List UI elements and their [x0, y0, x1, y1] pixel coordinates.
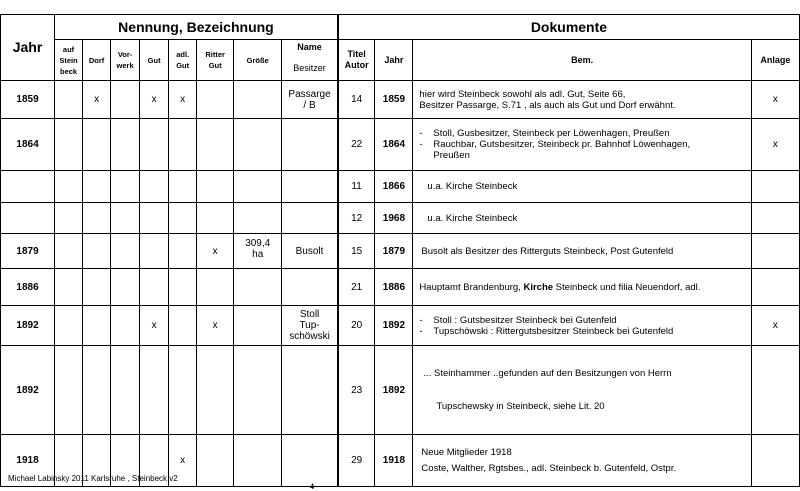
row-jahr: 1918: [1, 435, 55, 487]
cell-auf: [55, 119, 83, 171]
table-row: [1, 269, 800, 306]
cell-groesse: 309,4 ha: [234, 234, 282, 269]
cell-groesse: [234, 81, 282, 119]
row-jahr: [1, 171, 55, 203]
cell-titel: 22: [338, 119, 375, 171]
cell-name: [282, 435, 338, 487]
table-row: [1, 81, 800, 119]
row-jahr: 1892: [1, 346, 55, 435]
cell-vorwerk: [111, 346, 140, 435]
cell-titel: 11: [338, 171, 375, 203]
cell-doc-jahr: 1918: [375, 435, 413, 487]
row-jahr: 1886: [1, 269, 55, 306]
cell-doc-jahr: 1866: [375, 171, 413, 203]
cell-bem: ... Steinhammer ..gefunden auf den Besitzungen von Herrn Tupschewsky in Steinbeck, siehe Lit. 20: [413, 346, 751, 435]
cell-vorwerk: [111, 171, 140, 203]
cell-name: [282, 171, 338, 203]
cell-doc-jahr: 1968: [375, 203, 413, 234]
cell-doc-jahr: 1859: [375, 81, 413, 119]
cell-ritter: [197, 435, 234, 487]
cell-groesse: [234, 306, 282, 346]
nennung-section-header: Nennung, Bezeichnung: [55, 15, 338, 40]
cell-gut: [140, 269, 169, 306]
cell-adl: [169, 346, 197, 435]
cell-titel: 20: [338, 306, 375, 346]
cell-gut: [140, 119, 169, 171]
gut-header: Gut: [140, 40, 169, 81]
cell-name: [282, 119, 338, 171]
cell-auf: [55, 306, 83, 346]
cell-vorwerk: [111, 119, 140, 171]
cell-titel: 29: [338, 435, 375, 487]
footer-credit: Michael Labinsky 2011 Karlsruhe , Steinbeck v2: [8, 474, 178, 483]
cell-groesse: [234, 346, 282, 435]
table-row: [1, 171, 800, 203]
cell-titel: 14: [338, 81, 375, 119]
cell-dorf: [83, 203, 111, 234]
cell-titel: 12: [338, 203, 375, 234]
cell-adl: x: [169, 81, 197, 119]
cell-titel: 23: [338, 346, 375, 435]
cell-vorwerk: [111, 306, 140, 346]
dokumente-section-header: Dokumente: [338, 15, 800, 40]
cell-adl: [169, 306, 197, 346]
cell-name: [282, 203, 338, 234]
cell-adl: [169, 119, 197, 171]
cell-gut: [140, 171, 169, 203]
cell-name: Passarge / B: [282, 81, 338, 119]
cell-bem: Neue Mitglieder 1918 Coste, Walther, Rgtsbes., adl. Steinbeck b. Gutenfeld, Ostpr.: [413, 435, 751, 487]
cell-bem: [413, 306, 751, 346]
table-row: [1, 346, 800, 435]
cell-anlage: [751, 203, 799, 234]
cell-dorf: [83, 346, 111, 435]
cell-gut: [140, 346, 169, 435]
row-jahr: 1864: [1, 119, 55, 171]
records-table: [0, 14, 800, 487]
auf-steinbeck-header: auf Stein beck: [55, 40, 83, 81]
cell-bem: u.a. Kirche Steinbeck: [413, 203, 751, 234]
cell-auf: [55, 81, 83, 119]
name-besitzer-header: Name Besitzer: [282, 40, 338, 81]
cell-vorwerk: [111, 203, 140, 234]
cell-dorf: [83, 119, 111, 171]
cell-bem: Hauptamt Brandenburg, Kirche Steinbeck und filia Neuendorf, adl.: [413, 269, 751, 306]
bem-bullet: - Stoll : Gutsbesitzer Steinbeck bei Gutenfeld: [419, 314, 617, 326]
bem-header: Bem.: [413, 40, 751, 81]
cell-anlage: [751, 171, 799, 203]
cell-bem: hier wird Steinbeck sowohl als adl. Gut, Seite 66, Besitzer Passarge, S.71 , als auch als Gut und Dorf erwähnt.: [413, 81, 751, 119]
cell-dorf: [83, 234, 111, 269]
cell-doc-jahr: 1879: [375, 234, 413, 269]
cell-anlage: x: [751, 306, 799, 346]
cell-gut: [140, 234, 169, 269]
cell-doc-jahr: 1892: [375, 306, 413, 346]
cell-ritter: [197, 346, 234, 435]
row-jahr: [1, 203, 55, 234]
cell-anlage: [751, 435, 799, 487]
cell-bem: u.a. Kirche Steinbeck: [413, 171, 751, 203]
table-row: [1, 234, 800, 269]
cell-ritter: x: [197, 234, 234, 269]
cell-gut: x: [140, 306, 169, 346]
cell-gut: [140, 203, 169, 234]
cell-groesse: [234, 119, 282, 171]
table-row: [1, 203, 800, 234]
header-row-2: [1, 40, 800, 81]
cell-anlage: [751, 234, 799, 269]
bem-bullet: - Tupschöwski : Rittergutsbesitzer Steinbeck bei Gutenfeld: [419, 325, 674, 337]
table-row: [1, 119, 800, 171]
cell-dorf: [83, 269, 111, 306]
cell-titel: 21: [338, 269, 375, 306]
cell-auf: [55, 203, 83, 234]
cell-vorwerk: [111, 234, 140, 269]
cell-ritter: x: [197, 306, 234, 346]
adl-gut-header: adl. Gut: [169, 40, 197, 81]
cell-name: [282, 346, 338, 435]
cell-titel: 15: [338, 234, 375, 269]
row-jahr: 1879: [1, 234, 55, 269]
cell-anlage: [751, 269, 799, 306]
cell-bem: - Stoll, Gusbesitzer, Steinbeck per Löwenhagen, Preußen - Rauchbar, Gutsbesitzer, Steinbeck pr. Bahnhof Löwenhagen, Preußen: [413, 119, 751, 171]
groesse-header: Größe: [234, 40, 282, 81]
cell-vorwerk: [111, 269, 140, 306]
header-row-1: [1, 15, 800, 40]
cell-doc-jahr: 1892: [375, 346, 413, 435]
vorwerk-header: Vor- werk: [111, 40, 140, 81]
table-row: [1, 306, 800, 346]
cell-anlage: x: [751, 81, 799, 119]
ritter-gut-header: Ritter Gut: [197, 40, 234, 81]
cell-groesse: [234, 269, 282, 306]
cell-bem: Busolt als Besitzer des Ritterguts Steinbeck, Post Gutenfeld: [413, 234, 751, 269]
row-jahr: 1859: [1, 81, 55, 119]
cell-adl: [169, 203, 197, 234]
bem-bullet: - Stoll, Gusbesitzer, Steinbeck per Löwenhagen, Preußen: [419, 128, 670, 139]
dorf-header: Dorf: [83, 40, 111, 81]
cell-ritter: [197, 171, 234, 203]
jahr-header: Jahr: [1, 15, 55, 81]
bem-bullet: - Rauchbar, Gutsbesitzer, Steinbeck pr. Bahnhof Löwenhagen,: [419, 139, 691, 150]
cell-auf: [55, 346, 83, 435]
cell-ritter: [197, 119, 234, 171]
cell-adl: [169, 269, 197, 306]
cell-auf: [55, 269, 83, 306]
cell-adl: [169, 171, 197, 203]
cell-adl: [169, 234, 197, 269]
cell-doc-jahr: 1864: [375, 119, 413, 171]
cell-anlage: x: [751, 119, 799, 171]
cell-groesse: [234, 203, 282, 234]
cell-name: [282, 269, 338, 306]
cell-name: Busolt: [282, 234, 338, 269]
cell-dorf: x: [83, 81, 111, 119]
cell-anlage: [751, 346, 799, 435]
page-number: 4: [310, 482, 314, 491]
cell-doc-jahr: 1886: [375, 269, 413, 306]
titel-autor-header: Titel Autor: [338, 40, 375, 81]
row-jahr: 1892: [1, 306, 55, 346]
anlage-header: Anlage: [751, 40, 799, 81]
cell-dorf: [83, 171, 111, 203]
cell-vorwerk: [111, 81, 140, 119]
cell-ritter: [197, 81, 234, 119]
cell-gut: x: [140, 81, 169, 119]
cell-groesse: [234, 435, 282, 487]
cell-name: Stoll Tup- schöwski: [282, 306, 338, 346]
cell-dorf: [83, 306, 111, 346]
cell-adl: x: [169, 435, 197, 487]
cell-groesse: [234, 171, 282, 203]
cell-ritter: [197, 203, 234, 234]
doc-jahr-header: Jahr: [375, 40, 413, 81]
cell-auf: [55, 171, 83, 203]
cell-ritter: [197, 269, 234, 306]
cell-auf: [55, 234, 83, 269]
